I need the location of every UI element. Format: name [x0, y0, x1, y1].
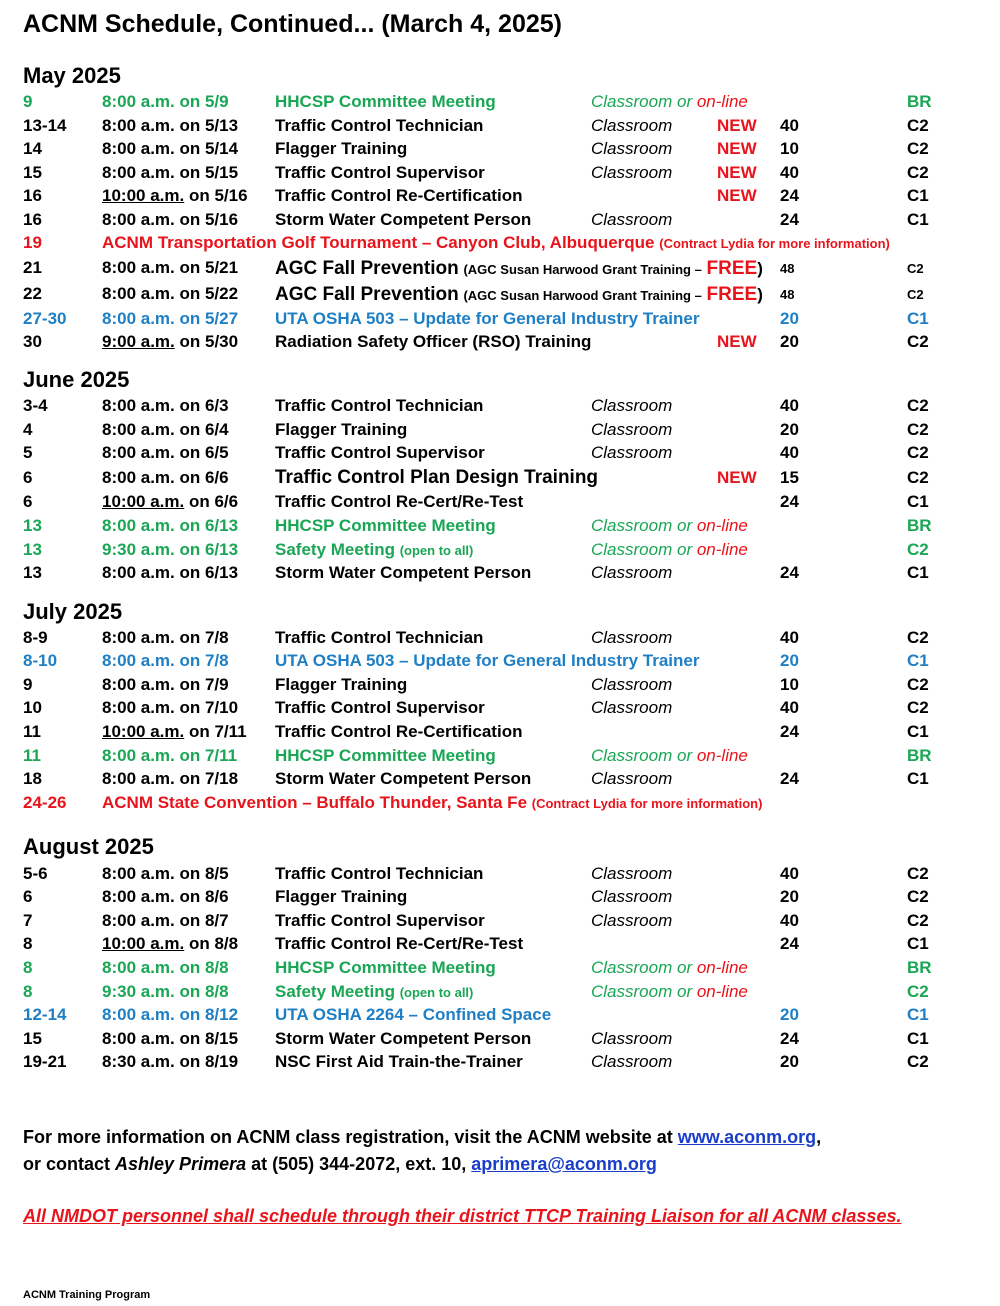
row-time: 8:00 a.m. on 5/9: [102, 92, 229, 111]
row-title: UTA OSHA 503 – Update for General Industry Trainer: [275, 309, 700, 328]
month-heading-august: August 2025: [23, 834, 154, 859]
row-day: 4: [23, 420, 33, 439]
row-location: Classroom or on-line: [591, 958, 748, 977]
row-time: 8:00 a.m. on 6/3: [102, 396, 229, 415]
row-day: 11: [23, 722, 41, 741]
row-day: 19: [23, 233, 42, 252]
row-code: C1: [907, 309, 929, 328]
table-row: [0, 793, 1000, 816]
table-row: [0, 233, 1000, 256]
row-day: 8-9: [23, 628, 48, 647]
row-time: 8:00 a.m. on 8/6: [102, 887, 229, 906]
row-day: 18: [23, 769, 42, 788]
row-day: 13: [23, 540, 42, 559]
row-location: Classroom: [591, 1029, 673, 1048]
row-time: 9:30 a.m. on 6/13: [102, 540, 239, 559]
row-time: 8:00 a.m. on 8/5: [102, 864, 229, 883]
row-time: 9:30 a.m. on 8/8: [102, 982, 229, 1001]
row-title: Traffic Control Plan Design Training: [275, 467, 599, 488]
row-hours: 15: [780, 468, 799, 487]
row-time: 8:00 a.m. on 7/10: [102, 698, 239, 717]
row-title: HHCSP Committee Meeting: [275, 516, 496, 535]
row-day: 12-14: [23, 1005, 67, 1024]
row-code: C2: [907, 982, 929, 1001]
row-time: 8:00 a.m. on 8/7: [102, 911, 229, 930]
table-row: [0, 911, 1000, 934]
row-time: 8:00 a.m. on 8/8: [102, 958, 229, 977]
row-location: Classroom: [591, 628, 673, 647]
row-title: Traffic Control Re-Cert/Re-Test: [275, 934, 524, 953]
table-row: [0, 698, 1000, 721]
row-day: 8: [23, 982, 33, 1001]
row-day: 15: [23, 1029, 42, 1048]
row-time: 10:00 a.m. on 8/8: [102, 934, 239, 953]
row-hours: 24: [780, 722, 799, 741]
new-badge: NEW: [717, 163, 757, 182]
row-time: 8:00 a.m. on 7/9: [102, 675, 229, 694]
row-day: 30: [23, 332, 42, 351]
row-day: 13: [23, 563, 42, 582]
row-code: C1: [907, 769, 929, 788]
row-title: HHCSP Committee Meeting: [275, 746, 496, 765]
row-day: 11: [23, 746, 41, 765]
table-row: [0, 628, 1000, 651]
row-title: Storm Water Competent Person: [275, 769, 532, 788]
row-day: 22: [23, 284, 42, 303]
row-code: C1: [907, 1029, 929, 1048]
row-day: 16: [23, 210, 42, 229]
row-code: C1: [907, 651, 929, 670]
email-link[interactable]: aprimera@aconm.org: [471, 1154, 657, 1174]
row-hours: 48: [780, 261, 795, 276]
row-code: C2: [907, 698, 929, 717]
row-title: Traffic Control Technician: [275, 628, 484, 647]
table-row: [0, 1029, 1000, 1052]
table-row: [0, 675, 1000, 698]
row-time: 8:00 a.m. on 5/14: [102, 139, 239, 158]
row-day: 14: [23, 139, 42, 158]
table-row: [0, 722, 1000, 745]
row-title: Traffic Control Supervisor: [275, 911, 485, 930]
row-location: Classroom or on-line: [591, 92, 748, 111]
row-day: 8: [23, 958, 33, 977]
row-location: Classroom: [591, 116, 673, 135]
row-location: Classroom: [591, 887, 673, 906]
row-code: BR: [907, 958, 932, 977]
row-time: 8:30 a.m. on 8/19: [102, 1052, 239, 1071]
row-day: 6: [23, 492, 33, 511]
row-code: C2: [907, 332, 929, 351]
row-title: HHCSP Committee Meeting: [275, 958, 496, 977]
new-badge: NEW: [717, 116, 757, 135]
row-title: UTA OSHA 503 – Update for General Industry Trainer: [275, 651, 700, 670]
row-code: C1: [907, 1005, 929, 1024]
table-row: [0, 332, 1000, 355]
row-hours: 20: [780, 309, 799, 328]
row-code: C1: [907, 934, 929, 953]
row-hours: 24: [780, 1029, 799, 1048]
row-day: 3-4: [23, 396, 48, 415]
table-row: [0, 443, 1000, 466]
row-time: 8:00 a.m. on 6/13: [102, 563, 239, 582]
row-location: Classroom: [591, 1052, 673, 1071]
row-time: 8:00 a.m. on 6/6: [102, 468, 229, 487]
row-hours: 10: [780, 139, 799, 158]
table-row: [0, 1052, 1000, 1075]
table-row: [0, 887, 1000, 910]
table-row: [0, 210, 1000, 233]
row-title: AGC Fall Prevention (AGC Susan Harwood Grant Training – FREE): [275, 284, 763, 305]
row-title: Traffic Control Supervisor: [275, 443, 485, 462]
row-code: C1: [907, 186, 929, 205]
row-title: Traffic Control Supervisor: [275, 698, 485, 717]
info-line-contact: or contact Ashley Primera at (505) 344-2072, ext. 10, aprimera@aconm.org: [23, 1154, 657, 1174]
row-code: BR: [907, 92, 932, 111]
nmdot-notice: All NMDOT personnel shall schedule through their district TTCP Training Liaison for all ACNM classes.: [23, 1206, 902, 1226]
row-time: 8:00 a.m. on 5/16: [102, 210, 239, 229]
row-location: Classroom: [591, 210, 673, 229]
row-hours: 24: [780, 210, 799, 229]
month-heading-july: July 2025: [23, 599, 123, 624]
row-time: 9:00 a.m. on 5/30: [102, 332, 239, 351]
table-row: [0, 163, 1000, 186]
row-code: C2: [907, 139, 929, 158]
row-time: 8:00 a.m. on 5/22: [102, 284, 239, 303]
new-badge: NEW: [717, 186, 757, 205]
table-row: [0, 258, 1000, 281]
row-time: 8:00 a.m. on 7/18: [102, 769, 239, 788]
row-hours: 20: [780, 887, 799, 906]
row-time: 8:00 a.m. on 7/8: [102, 651, 229, 670]
table-row: [0, 746, 1000, 769]
row-hours: 10: [780, 675, 799, 694]
row-hours: 20: [780, 420, 799, 439]
row-code: C2: [907, 675, 929, 694]
row-title: Flagger Training: [275, 675, 408, 694]
row-time: 8:00 a.m. on 6/5: [102, 443, 229, 462]
row-time: 8:00 a.m. on 5/27: [102, 309, 239, 328]
row-hours: 40: [780, 698, 799, 717]
month-heading-may: May 2025: [23, 63, 121, 88]
row-time: 8:00 a.m. on 7/8: [102, 628, 229, 647]
row-time: 8:00 a.m. on 5/15: [102, 163, 239, 182]
table-row: [0, 864, 1000, 887]
row-time: 10:00 a.m. on 6/6: [102, 492, 239, 511]
row-day: 9: [23, 675, 33, 694]
row-day: 15: [23, 163, 42, 182]
new-badge: NEW: [717, 139, 757, 158]
row-hours: 40: [780, 911, 799, 930]
month-heading-june: June 2025: [23, 367, 130, 392]
table-row: [0, 651, 1000, 674]
row-title: Storm Water Competent Person: [275, 563, 532, 582]
row-day: 19-21: [23, 1052, 67, 1071]
row-hours: 40: [780, 864, 799, 883]
row-hours: 24: [780, 769, 799, 788]
row-hours: 40: [780, 396, 799, 415]
table-row: [0, 492, 1000, 515]
table-row: [0, 540, 1000, 563]
table-row: [0, 934, 1000, 957]
row-hours: 40: [780, 116, 799, 135]
row-location: Classroom or on-line: [591, 746, 748, 765]
row-code: C2: [907, 261, 924, 276]
table-row: [0, 139, 1000, 162]
row-title: NSC First Aid Train-the-Trainer: [275, 1052, 523, 1071]
row-code: C2: [907, 911, 929, 930]
row-code: C1: [907, 722, 929, 741]
row-time: 8:00 a.m. on 5/21: [102, 258, 239, 277]
row-code: C2: [907, 420, 929, 439]
row-title: Traffic Control Supervisor: [275, 163, 485, 182]
row-code: C2: [907, 540, 929, 559]
table-row: [0, 309, 1000, 332]
row-code: C2: [907, 887, 929, 906]
row-location: Classroom: [591, 563, 673, 582]
row-code: C1: [907, 563, 929, 582]
row-location: Classroom or on-line: [591, 540, 748, 559]
table-row: [0, 1005, 1000, 1028]
row-day: 6: [23, 468, 33, 487]
website-link[interactable]: www.aconm.org: [677, 1127, 817, 1147]
row-hours: 20: [780, 1005, 799, 1024]
row-title: Radiation Safety Officer (RSO) Training: [275, 332, 592, 351]
row-location: Classroom: [591, 139, 673, 158]
row-title: Flagger Training: [275, 887, 408, 906]
table-row: [0, 516, 1000, 539]
row-hours: 24: [780, 492, 799, 511]
row-time: 8:00 a.m. on 5/13: [102, 116, 239, 135]
row-day: 5: [23, 443, 33, 462]
row-hours: 24: [780, 186, 799, 205]
row-hours: 48: [780, 287, 795, 302]
row-day: 27-30: [23, 309, 67, 328]
table-row: [0, 563, 1000, 586]
row-title: Safety Meeting (open to all): [275, 982, 474, 1001]
table-row: [0, 468, 1000, 491]
row-hours: 24: [780, 934, 799, 953]
row-title: ACNM State Convention – Buffalo Thunder, Santa Fe (Contract Lydia for more information): [102, 793, 763, 812]
row-title: Safety Meeting (open to all): [275, 540, 474, 559]
row-hours: 40: [780, 628, 799, 647]
row-code: C2: [907, 116, 929, 135]
row-location: Classroom: [591, 420, 673, 439]
row-title: Traffic Control Re-Certification: [275, 186, 523, 205]
row-day: 21: [23, 258, 42, 277]
row-code: C2: [907, 468, 929, 487]
row-day: 13-14: [23, 116, 67, 135]
row-location: Classroom: [591, 698, 673, 717]
page-title: ACNM Schedule, Continued... (March 4, 2025): [23, 10, 562, 38]
row-title: HHCSP Committee Meeting: [275, 92, 496, 111]
row-day: 8: [23, 934, 33, 953]
table-row: [0, 116, 1000, 139]
table-row: [0, 396, 1000, 419]
row-title: Traffic Control Technician: [275, 396, 484, 415]
row-code: C2: [907, 1052, 929, 1071]
table-row: [0, 958, 1000, 981]
row-code: C2: [907, 443, 929, 462]
row-time: 8:00 a.m. on 8/15: [102, 1029, 239, 1048]
row-title: Traffic Control Re-Cert/Re-Test: [275, 492, 524, 511]
new-badge: NEW: [717, 332, 757, 351]
row-hours: 20: [780, 332, 799, 351]
row-time: 10:00 a.m. on 5/16: [102, 186, 248, 205]
row-code: C1: [907, 492, 929, 511]
row-title: Flagger Training: [275, 420, 408, 439]
table-row: [0, 284, 1000, 307]
row-location: Classroom: [591, 911, 673, 930]
row-code: C2: [907, 628, 929, 647]
row-title: Traffic Control Technician: [275, 116, 484, 135]
row-code: C1: [907, 210, 929, 229]
row-time: 8:00 a.m. on 6/13: [102, 516, 239, 535]
footer-label: ACNM Training Program: [23, 1289, 151, 1301]
row-location: Classroom: [591, 163, 673, 182]
row-location: Classroom: [591, 443, 673, 462]
table-row: [0, 420, 1000, 443]
row-day: 5-6: [23, 864, 48, 883]
row-time: 10:00 a.m. on 7/11: [102, 722, 247, 741]
row-hours: 24: [780, 563, 799, 582]
row-time: 8:00 a.m. on 8/12: [102, 1005, 239, 1024]
row-code: BR: [907, 516, 932, 535]
row-day: 13: [23, 516, 42, 535]
row-code: BR: [907, 746, 932, 765]
row-day: 9: [23, 92, 33, 111]
row-title: Storm Water Competent Person: [275, 1029, 532, 1048]
row-hours: 20: [780, 651, 799, 670]
row-time: 8:00 a.m. on 6/4: [102, 420, 229, 439]
row-hours: 40: [780, 163, 799, 182]
row-location: Classroom or on-line: [591, 982, 748, 1001]
row-code: C2: [907, 864, 929, 883]
row-day: 7: [23, 911, 33, 930]
table-row: [0, 186, 1000, 209]
row-location: Classroom: [591, 864, 673, 883]
row-code: C2: [907, 396, 929, 415]
row-location: Classroom or on-line: [591, 516, 748, 535]
new-badge: NEW: [717, 468, 757, 487]
row-title: Traffic Control Re-Certification: [275, 722, 523, 741]
table-row: [0, 982, 1000, 1005]
row-location: Classroom: [591, 675, 673, 694]
table-row: [0, 92, 1000, 115]
row-code: C2: [907, 163, 929, 182]
row-day: 6: [23, 887, 33, 906]
row-title: UTA OSHA 2264 – Confined Space: [275, 1005, 552, 1024]
row-hours: 40: [780, 443, 799, 462]
row-title: Traffic Control Technician: [275, 864, 484, 883]
row-location: Classroom: [591, 769, 673, 788]
contact-name: Ashley Primera: [115, 1154, 247, 1174]
row-code: C2: [907, 287, 924, 302]
row-hours: 20: [780, 1052, 799, 1071]
row-time: 8:00 a.m. on 7/11: [102, 746, 238, 765]
row-title: Flagger Training: [275, 139, 408, 158]
info-line-website: For more information on ACNM class registration, visit the ACNM website at www.aconm.org,: [23, 1127, 822, 1147]
row-day: 16: [23, 186, 42, 205]
table-row: [0, 769, 1000, 792]
row-day: 10: [23, 698, 42, 717]
row-day: 8-10: [23, 651, 58, 670]
row-location: Classroom: [591, 396, 673, 415]
row-title: Storm Water Competent Person: [275, 210, 532, 229]
row-title: ACNM Transportation Golf Tournament – Canyon Club, Albuquerque (Contract Lydia for more information): [102, 233, 890, 252]
row-day: 24-26: [23, 793, 67, 812]
row-title: AGC Fall Prevention (AGC Susan Harwood Grant Training – FREE): [275, 258, 763, 279]
